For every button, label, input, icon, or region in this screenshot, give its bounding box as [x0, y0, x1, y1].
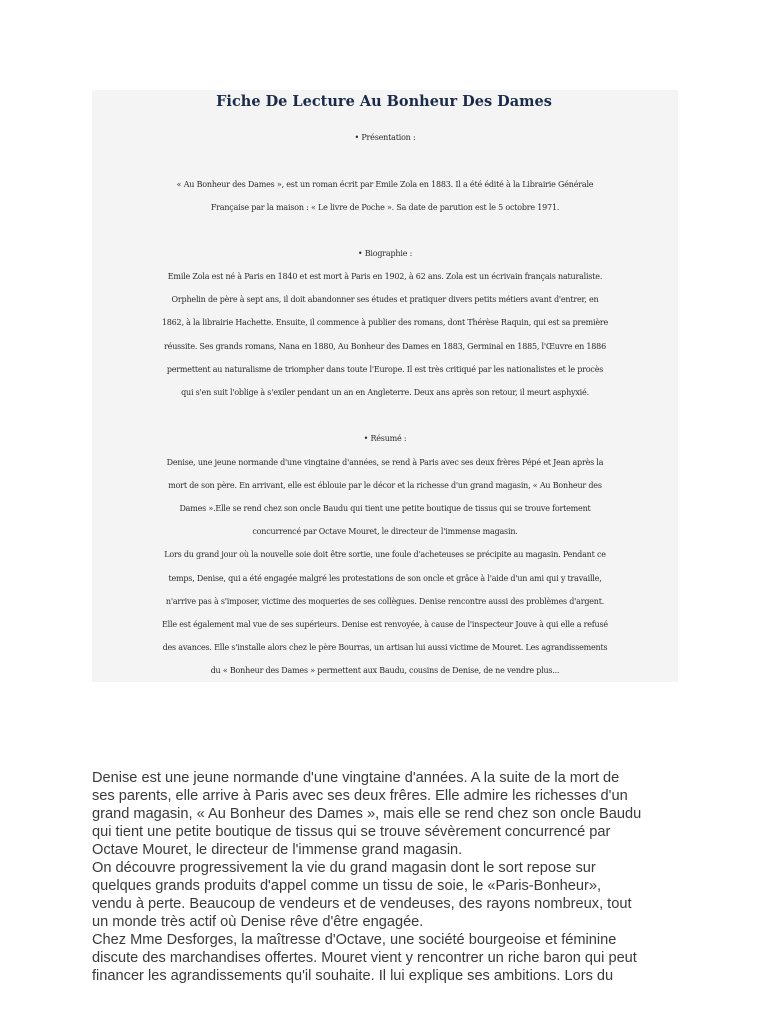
- section-heading-resume: • Résumé :: [363, 434, 407, 443]
- document-title: Fiche De Lecture Au Bonheur Des Dames: [216, 93, 552, 110]
- card-line: Dames ».Elle se rend chez son oncle Baudu qui tient une petite boutique de tissus qui se trouve fortement: [179, 504, 591, 513]
- section-heading-biographie: • Biographie :: [357, 249, 413, 258]
- card-line: Emile Zola est né à Paris en 1840 et est mort à Paris en 1902, à 62 ans. Zola est un écrivain français naturaliste.: [167, 272, 603, 281]
- card-line: Orphelin de père à sept ans, il doit abandonner ses études et pratiquer divers petits métiers avant d'entrer, en: [171, 295, 599, 304]
- card-line: des avances. Elle s'installe alors chez le père Bourras, un artisan lui aussi victime de Mouret. Les agrandissements: [162, 643, 608, 652]
- card-line: Lors du grand jour où la nouvelle soie doit être sortie, une foule d'acheteuses se précipite au magasin. Pendant ce: [164, 550, 606, 559]
- card-line: « Au Bonheur des Dames », est un roman écrit par Emile Zola en 1883. Il a été édité à la Librairie Générale: [176, 180, 594, 189]
- body-line: qui tient une petite boutique de tissus qui se trouve sévèrement concurrencé par: [92, 824, 611, 840]
- card-line: réussite. Ses grands romans, Nana en 1880, Au Bonheur des Dames en 1883, Germinal en 1885, l'Œuvre en 1886: [164, 342, 606, 351]
- body-line: un monde très actif où Denise rêve d'être engagée.: [92, 914, 424, 930]
- section-heading-presentation: • Présentation :: [354, 133, 416, 142]
- body-line: On découvre progressivement la vie du grand magasin dont le sort repose sur: [92, 860, 596, 876]
- body-line: grand magasin, « Au Bonheur des Dames », mais elle se rend chez son oncle Baudu: [92, 806, 642, 822]
- card-line: temps, Denise, qui a été engagée malgré les protestations de son oncle et grâce à l'aide d'un ami qui y travaille,: [168, 574, 602, 583]
- body-line: ses parents, elle arrive à Paris avec ses deux frêres. Elle admire les richesses d'un: [92, 788, 628, 804]
- card-line: mort de son père. En arrivant, elle est éblouie par le décor et la richesse d'un grand magasin, « Au Bonheur des: [168, 481, 602, 490]
- card-line: Elle est également mal vue de ses supérieurs. Denise est renvoyée, à cause de l'inspecteur Jouve à qui elle a refusé: [162, 620, 608, 629]
- body-line: vendu à perte. Beaucoup de vendeurs et de vendeuses, des rayons nombreux, tout: [92, 896, 632, 912]
- summary-card: [92, 90, 678, 682]
- card-line: Denise, une jeune normande d'une vingtaine d'années, se rend à Paris avec ses deux frères Pépé et Jean après la: [166, 458, 604, 467]
- card-line: permettent au naturalisme de triompher dans toute l'Europe. Il est très critiqué par les nationalistes et le procès: [166, 365, 604, 374]
- card-line: du « Bonheur des Dames » permettent aux Baudu, cousins de Denise, de ne vendre plus...: [210, 666, 560, 675]
- card-line: n'arrive pas à s'imposer, victime des moqueries de ses collègues. Denise rencontre aussi des problèmes d'argent.: [165, 597, 605, 606]
- card-line: Française par la maison : « Le livre de Poche ». Sa date de parution est le 5 octobre 1971.: [210, 203, 560, 212]
- body-line: Chez Mme Desforges, la maîtresse d'Octave, une société bourgeoise et féminine: [92, 932, 617, 948]
- body-line: Octave Mouret, le directeur de l'immense grand magasin.: [92, 842, 463, 858]
- body-line: Denise est une jeune normande d'une vingtaine d'années. A la suite de la mort de: [92, 770, 620, 786]
- body-line: financer les agrandissements qu'il souhaite. Il lui explique ses ambitions. Lors du: [92, 968, 614, 984]
- body-line: discute des marchandises offertes. Mouret vient y rencontrer un riche baron qui peut: [92, 950, 637, 966]
- card-line: 1862, à la librairie Hachette. Ensuite, il commence à publier des romans, dont Thérèse Raquin, qui est sa première: [161, 318, 609, 327]
- card-line: qui s'en suit l'oblige à s'exiler pendant un an en Angleterre. Deux ans après son retour, il meurt asphyxié.: [181, 388, 589, 397]
- card-line: concurrencé par Octave Mouret, le directeur de l'immense magasin.: [252, 527, 518, 536]
- body-line: quelques grands produits d'appel comme un tissu de soie, le «Paris-Bonheur»,: [92, 878, 602, 894]
